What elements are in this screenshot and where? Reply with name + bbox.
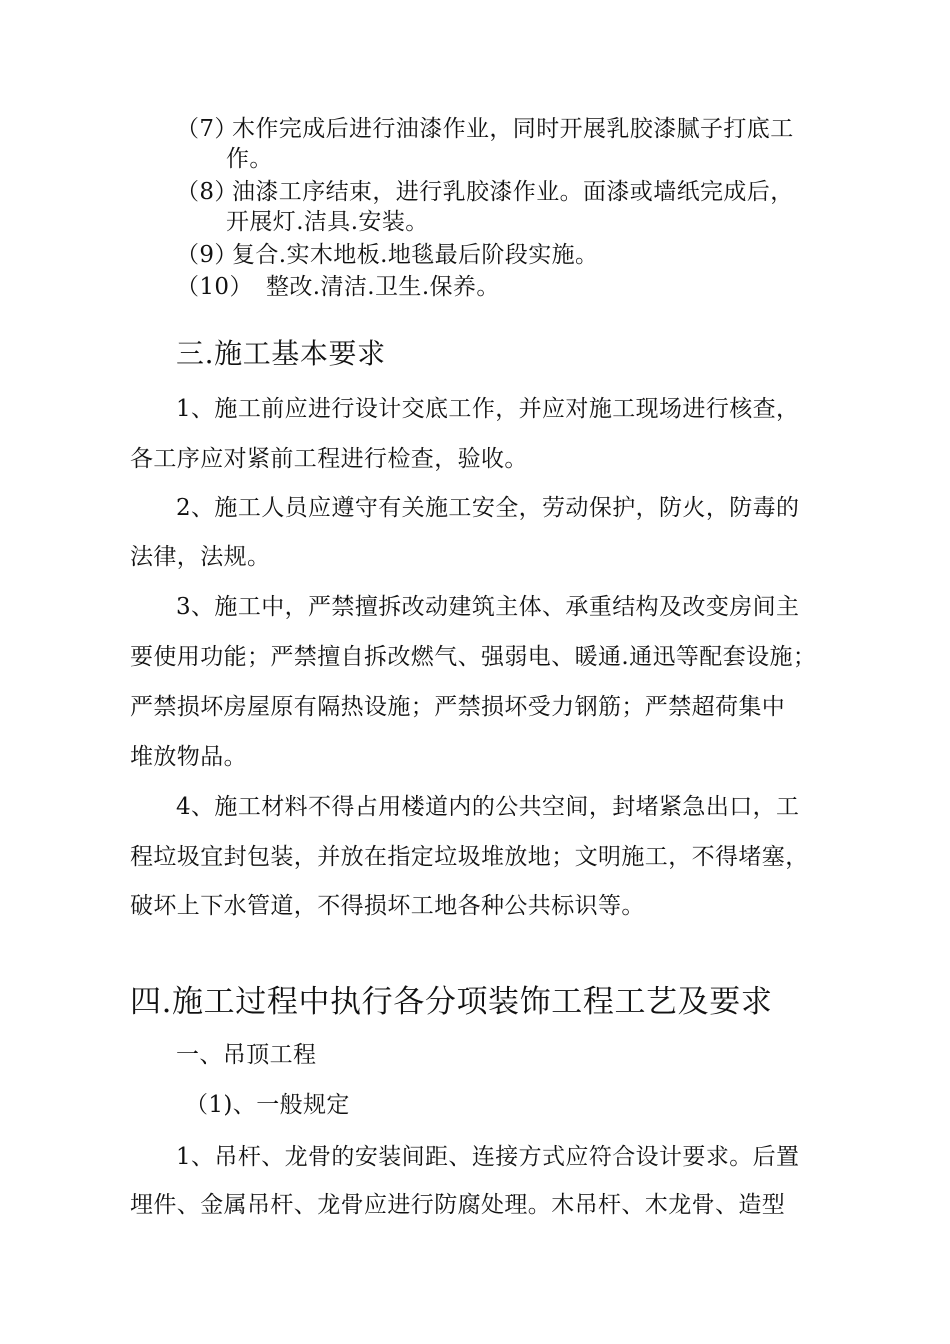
s3-paragraph-1-cont: 各工序应对紧前工程进行检查，验收。: [130, 446, 528, 472]
s4-paragraph-1: 1、吊杆、龙骨的安装间距、连接方式应符合设计要求。后置: [176, 1144, 800, 1170]
s3-paragraph-2-cont: 法律，法规。: [130, 544, 271, 570]
s4-paragraph-1-cont: 埋件、金属吊杆、龙骨应进行防腐处理。木吊杆、木龙骨、造型: [130, 1192, 786, 1218]
section-3-heading: 三.施工基本要求: [176, 337, 386, 370]
step-7-number: （7）: [176, 116, 238, 142]
step-10-number: （10）: [176, 274, 253, 300]
s3-paragraph-2: 2、施工人员应遵守有关施工安全，劳动保护，防火，防毒的: [176, 495, 800, 521]
s3-paragraph-1: 1、施工前应进行设计交底工作，并应对施工现场进行核查，: [176, 396, 800, 422]
section-4-heading: 四.施工过程中执行各分项装饰工程工艺及要求: [130, 984, 773, 1020]
s3-paragraph-3-cont-1: 要使用功能；严禁擅自拆改燃气、强弱电、暖通.通迅等配套设施；: [130, 644, 817, 670]
s3-paragraph-4-cont-2: 破坏上下水管道，不得损坏工地各种公共标识等。: [130, 893, 645, 919]
s3-paragraph-4: 4、施工材料不得占用楼道内的公共空间，封堵紧急出口，工: [176, 794, 800, 820]
step-10-text: 整改.清洁.卫生.保养。: [266, 274, 500, 300]
step-8-number: （8）: [176, 179, 238, 205]
step-8-text-cont: 开展灯.洁具.安装。: [226, 209, 429, 235]
s4-subheading-general: （1)、一般规定: [185, 1092, 350, 1118]
s4-subheading-ceiling: 一、吊顶工程: [176, 1042, 317, 1068]
step-7-text-cont: 作。: [226, 146, 273, 172]
step-9-text: 复合.实木地板.地毯最后阶段实施。: [232, 242, 599, 268]
s3-paragraph-4-cont-1: 程垃圾宜封包装，并放在指定垃圾堆放地；文明施工，不得堵塞，: [130, 844, 809, 870]
s3-paragraph-3: 3、施工中，严禁擅拆改动建筑主体、承重结构及改变房间主: [176, 594, 800, 620]
s3-paragraph-3-cont-3: 堆放物品。: [130, 744, 247, 770]
step-9-number: （9）: [176, 242, 238, 268]
s3-paragraph-3-cont-2: 严禁损坏房屋原有隔热设施；严禁损坏受力钢筋；严禁超荷集中: [130, 694, 786, 720]
step-8-text: 油漆工序结束，进行乳胶漆作业。面漆或墙纸完成后，: [232, 179, 794, 205]
step-7-text: 木作完成后进行油漆作业，同时开展乳胶漆腻子打底工: [232, 116, 794, 142]
